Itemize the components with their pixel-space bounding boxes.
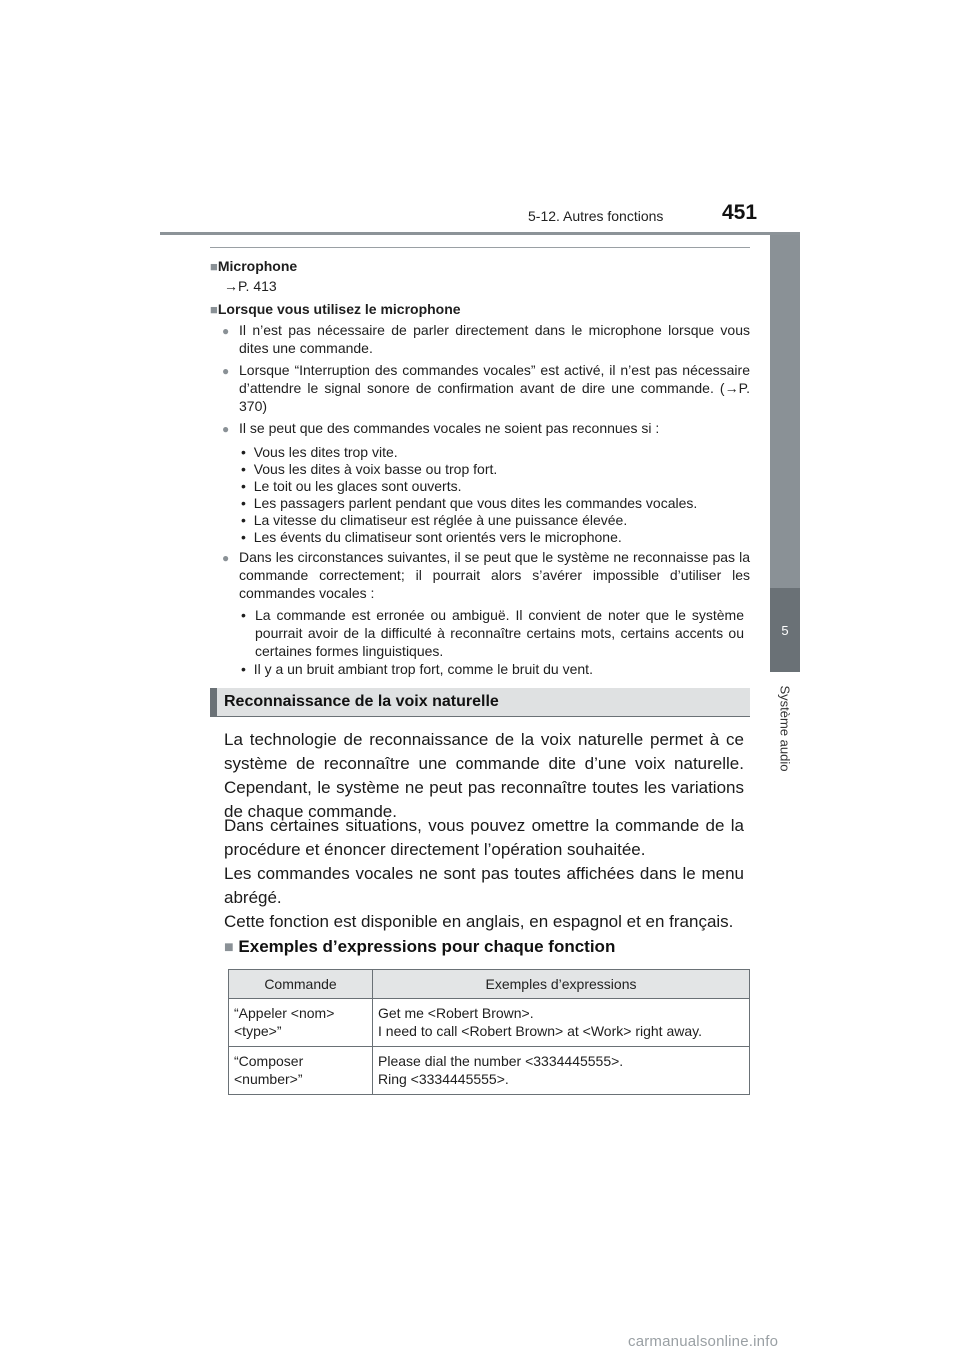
- paragraph: Dans certaines situations, vous pouvez omettre la commande de la procédure et énoncer directement l’opération souhaitée.: [224, 816, 744, 859]
- list-item: • Les évents du climatiseur sont orientés vers le microphone.: [241, 529, 622, 545]
- bullet-paragraph: Il se peut que des commandes vocales ne soient pas reconnues si :: [239, 420, 660, 436]
- chapter-number: 5: [781, 622, 789, 638]
- using-microphone-heading: ■Lorsque vous utilisez le microphone: [210, 301, 461, 317]
- paragraph: La technologie de reconnaissance de la voix naturelle permet à ce système de reconnaître une commande dite d’une voix naturelle. Cependant, le système ne peut pas reconnaître toutes les variations de chaque commande.: [224, 730, 744, 821]
- list-item: • La vitesse du climatiseur est réglée à une puissance élevée.: [241, 512, 628, 528]
- square-bullet-icon: ■: [224, 939, 234, 956]
- microphone-page-ref[interactable]: →P. 413: [224, 278, 277, 294]
- examples-table: [228, 969, 750, 1095]
- circle-bullet-icon: ●: [222, 422, 230, 436]
- column-header: Commande: [229, 970, 373, 999]
- table-row: [229, 1047, 750, 1095]
- content-top-rule: [210, 247, 750, 248]
- list-bullet: •: [241, 607, 246, 623]
- paragraph: Cette fonction est disponible en anglais, en espagnol et en français.: [224, 912, 734, 931]
- command-cell: “Composer <number>”: [229, 1047, 373, 1095]
- table-row: [229, 999, 750, 1047]
- square-bullet-icon: ■: [210, 259, 218, 274]
- bullet-paragraph: Dans les circonstances suivantes, il se peut que le système ne reconnaisse pas la commande correctement; il pourrait alors s’avérer impossible d’utiliser les commandes vocales :: [239, 549, 750, 601]
- list-item: • Vous les dites trop vite.: [241, 444, 398, 460]
- list-item: • Le toit ou les glaces sont ouverts.: [241, 478, 462, 494]
- watermark: carmanualsonline.info: [628, 1333, 779, 1350]
- page-number: 451: [722, 201, 758, 224]
- chapter-title: Système audio: [777, 685, 793, 771]
- bullet-paragraph: Il n’est pas nécessaire de parler directement dans le microphone lorsque vous dites une commande.: [239, 322, 750, 356]
- section-header: 5-12. Autres fonctions: [528, 208, 664, 224]
- section-banner-underline: [210, 716, 750, 717]
- circle-bullet-icon: ●: [222, 551, 230, 565]
- examples-cell: Get me <Robert Brown>. I need to call <Robert Brown> at <Work> right away.: [373, 999, 750, 1047]
- list-item: La commande est erronée ou ambiguë. Il convient de noter que le système pourrait avoir de la difficulté à reconnaître certains mots, certains accents ou certaines formes linguistiques.: [255, 607, 744, 659]
- square-bullet-icon: ■: [210, 302, 218, 317]
- bullet-paragraph: Lorsque “Interruption des commandes vocales” est activé, il n’est pas nécessaire d’attendre le signal sonore de confirmation avant de dire une commande. (→P. 370): [239, 362, 750, 414]
- column-header: Exemples d’expressions: [373, 970, 750, 999]
- circle-bullet-icon: ●: [222, 324, 230, 338]
- list-item: • Les passagers parlent pendant que vous dites les commandes vocales.: [241, 495, 698, 511]
- examples-cell: Please dial the number <3334445555>. Ring <3334445555>.: [373, 1047, 750, 1095]
- chapter-number-tab[interactable]: [770, 588, 800, 672]
- list-item: • Il y a un bruit ambiant trop fort, comme le bruit du vent.: [241, 661, 593, 677]
- circle-bullet-icon: ●: [222, 364, 230, 378]
- section-title: Reconnaissance de la voix naturelle: [224, 693, 499, 710]
- paragraph: Les commandes vocales ne sont pas toutes affichées dans le menu abrégé.: [224, 864, 744, 907]
- microphone-heading: ■Microphone: [210, 258, 298, 274]
- side-tab-bar: [770, 235, 800, 588]
- header-rule: [160, 232, 800, 235]
- command-cell: “Appeler <nom> <type>”: [229, 999, 373, 1047]
- examples-heading: ■ Exemples d’expressions pour chaque fonction: [224, 937, 616, 956]
- chapter-title-tab[interactable]: [770, 672, 800, 784]
- table-header-row: [229, 970, 750, 999]
- section-banner-accent: [210, 688, 217, 717]
- list-item: • Vous les dites à voix basse ou trop fort.: [241, 461, 498, 477]
